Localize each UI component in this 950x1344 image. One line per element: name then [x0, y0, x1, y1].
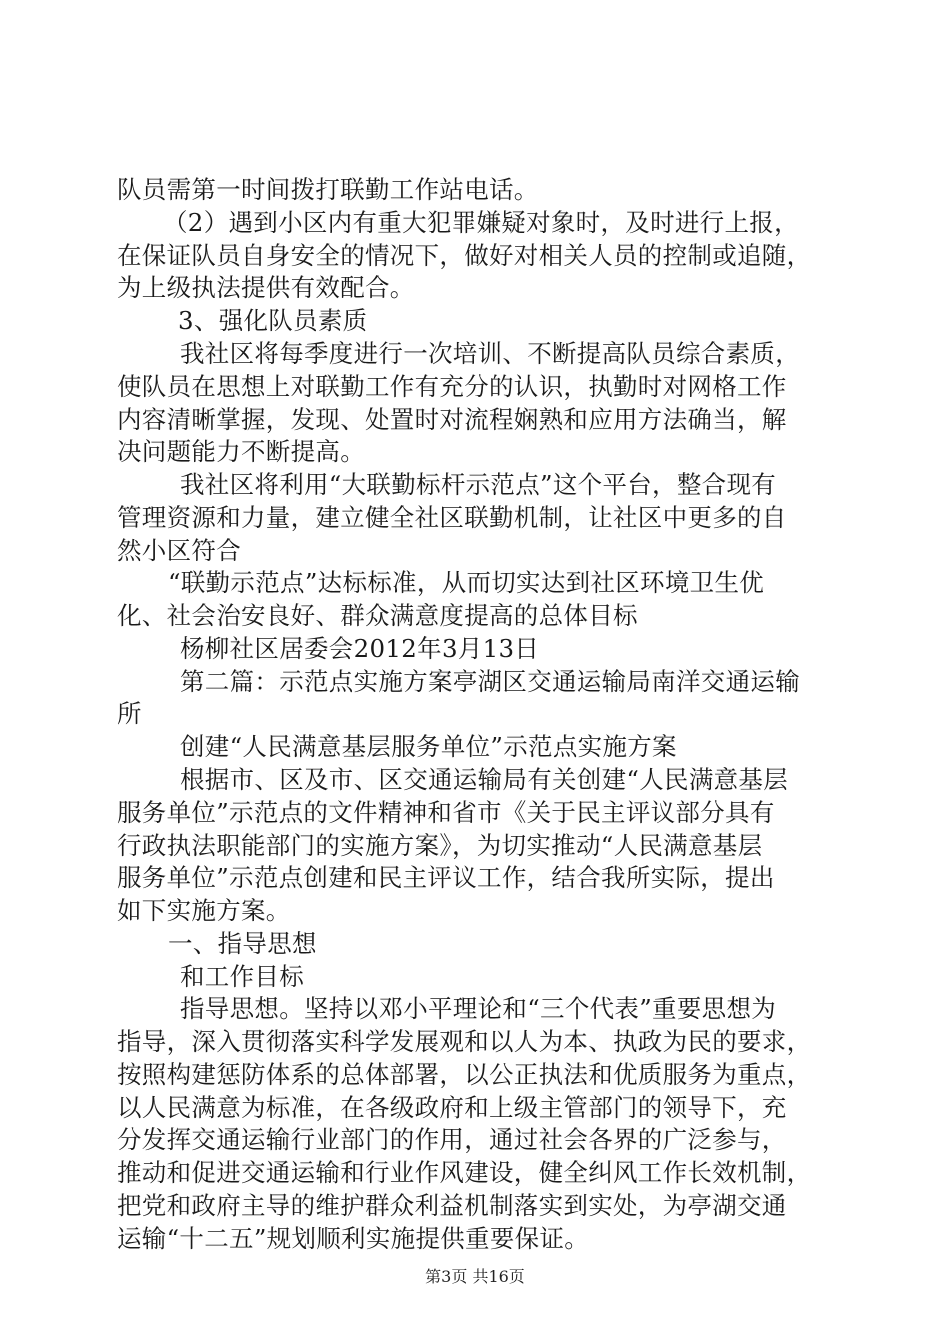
section-heading: 3、强化队员素质: [178, 306, 368, 335]
text-line: 服务单位”示范点的文件精神和省市《关于民主评议部分具有: [117, 798, 775, 827]
text-line: 使队员在思想上对联勤工作有充分的认识，执勤时对网格工作: [117, 372, 787, 401]
text-line: 决问题能力不断提高。: [117, 437, 365, 466]
text-line: 把党和政府主导的维护群众利益机制落实到实处，为亭湖交通: [117, 1191, 787, 1220]
text-line: 内容清晰掌握，发现、处置时对流程娴熟和应用方法确当，解: [117, 405, 787, 434]
text-line: 管理资源和力量，建立健全社区联勤机制，让社区中更多的自: [117, 503, 787, 532]
text-line: 为上级执法提供有效配合。: [117, 273, 415, 302]
text-line: 推动和促进交通运输和行业作风建设，健全纠风工作长效机制，: [117, 1158, 812, 1187]
text-line: 根据市、区及市、区交通运输局有关创建“人民满意基层: [180, 765, 789, 794]
text-line: 服务单位”示范点创建和民主评议工作，结合我所实际，提出: [117, 863, 775, 892]
text-line: （2）遇到小区内有重大犯罪嫌疑对象时，及时进行上报，: [163, 208, 799, 237]
text-line: 我社区将利用“大联勤标杆示范点”这个平台，整合现有: [180, 470, 777, 499]
text-line: 在保证队员自身安全的情况下，做好对相关人员的控制或追随，: [117, 241, 812, 270]
text-line: 行政执法职能部门的实施方案》，为切实推动“人民满意基层: [117, 831, 763, 860]
text-line: 然小区符合: [117, 536, 241, 565]
text-line: 和工作目标: [180, 962, 304, 991]
text-line: 指导思想。坚持以邓小平理论和“三个代表”重要思想为: [180, 994, 777, 1023]
text-line: 分发挥交通运输行业部门的作用，通过社会各界的广泛参与，: [117, 1125, 787, 1154]
chapter-heading: 第二篇：示范点实施方案亭湖区交通运输局南洋交通运输: [180, 667, 800, 696]
text-line: 我社区将每季度进行一次培训、不断提高队员综合素质，: [180, 339, 800, 368]
signature-date-line: 杨柳社区居委会2012年3月13日: [180, 634, 540, 663]
text-line: 化、社会治安良好、群众满意度提高的总体目标: [117, 601, 638, 630]
text-line: “联勤示范点”达标标准，从而切实达到社区环境卫生优: [168, 568, 765, 597]
text-line: 按照构建惩防体系的总体部署，以公正执法和优质服务为重点，: [117, 1060, 812, 1089]
document-title: 创建“人民满意基层服务单位”示范点实施方案: [180, 732, 677, 761]
text-line: 以人民满意为标准，在各级政府和上级主管部门的领导下，充: [117, 1093, 787, 1122]
page-number-footer: 第3页 共16页: [425, 1267, 525, 1286]
section-heading: 一、指导思想: [168, 929, 317, 958]
text-line: 所: [117, 699, 142, 728]
text-line: 如下实施方案。: [117, 896, 291, 925]
text-line: 指导，深入贯彻落实科学发展观和以人为本、执政为民的要求，: [117, 1027, 812, 1056]
text-line: 运输“十二五”规划顺利实施提供重要保证。: [117, 1224, 590, 1253]
text-line: 队员需第一时间拨打联勤工作站电话。: [117, 175, 539, 204]
